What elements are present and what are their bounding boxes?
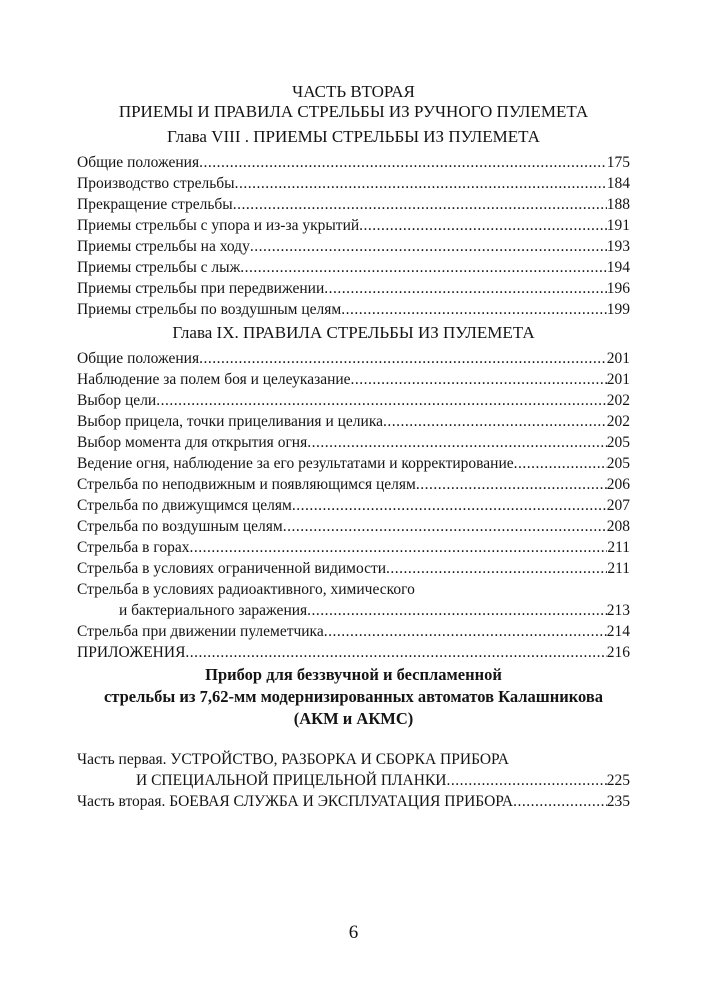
dot-leader (446, 770, 606, 791)
toc-entry-page: 211 (607, 539, 630, 556)
dot-leader (386, 558, 607, 579)
toc-entry-label: Прекращение стрельбы (77, 196, 233, 213)
toc-entry-label: Общие положения (77, 154, 200, 171)
toc-entry (77, 474, 630, 495)
toc-entry (77, 621, 630, 642)
toc-entry-page: 201 (606, 350, 630, 367)
toc-entry (77, 390, 630, 411)
toc-entry-page: 216 (606, 644, 630, 661)
toc-entry-label: Приемы стрельбы на ходу (77, 238, 250, 255)
toc-entry (77, 194, 630, 215)
dot-leader (416, 474, 607, 495)
toc-entry-label: Выбор прицела, точки прицеливания и целика (77, 413, 383, 430)
dot-leader (250, 236, 607, 257)
toc-entry (77, 152, 630, 173)
dot-leader (324, 621, 607, 642)
toc-entry (77, 791, 630, 812)
toc-entry-label: Стрельба в условиях ограниченной видимости (77, 560, 387, 577)
toc-entry-label: и бактериального заражения (119, 602, 308, 619)
toc-entry (77, 369, 630, 390)
chapter-9-title: Глава IX. ПРАВИЛА СТРЕЛЬБЫ ИЗ ПУЛЕМЕТА (172, 323, 535, 342)
toc-entry-page: 214 (606, 623, 630, 640)
toc-entry-page: 206 (606, 476, 630, 493)
toc-entry-page: 207 (606, 497, 630, 514)
toc-entry-page: 196 (606, 280, 630, 297)
toc-entry (77, 558, 630, 579)
toc-entry-label: Стрельба при движении пулеметчика (77, 623, 324, 640)
dot-leader (292, 495, 607, 516)
toc-entry-label: Часть вторая. БОЕВАЯ СЛУЖБА И ЭКСПЛУАТАЦИЯ ПРИБОРА (77, 793, 514, 810)
toc-entry-page: 201 (606, 371, 630, 388)
toc-entry (77, 299, 630, 320)
toc-entry-label: Выбор момента для открытия огня (77, 434, 308, 451)
toc-entry-page: 213 (606, 602, 630, 619)
toc-entry-page: 208 (606, 518, 630, 535)
toc-entry (77, 348, 630, 369)
dot-leader (341, 299, 607, 320)
toc-entry (77, 411, 630, 432)
toc-entry (136, 770, 630, 791)
toc-entry (77, 537, 630, 558)
toc-entry (77, 495, 630, 516)
toc-entry (77, 453, 630, 474)
dot-leader (514, 453, 607, 474)
toc-entry-label: Часть первая. УСТРОЙСТВО, РАЗБОРКА И СБОРКА ПРИБОРА (77, 751, 509, 768)
dot-leader (383, 411, 607, 432)
toc-entry-label: Стрельба по неподвижным и появляющимся целям (77, 476, 416, 493)
dot-leader (307, 600, 607, 621)
toc-entry-label: Стрельба в горах (77, 539, 190, 556)
toc-entry (77, 215, 630, 236)
toc-entry (77, 432, 630, 453)
toc-entry-label: Производство стрельбы (77, 175, 235, 192)
toc-entry-page: 205 (606, 434, 630, 451)
page-number: 6 (348, 922, 359, 943)
toc-entry (77, 257, 630, 278)
toc-entry-label: Выбор цели (77, 392, 157, 409)
part-subtitle: ПРИЕМЫ И ПРАВИЛА СТРЕЛЬБЫ ИЗ РУЧНОГО ПУЛЕМЕТА (118, 102, 589, 121)
toc-entry (77, 236, 630, 257)
toc-entry-page: 175 (606, 154, 630, 171)
toc-entry-label: Приемы стрельбы с лыж (77, 259, 241, 276)
toc-entry-page: 184 (606, 175, 630, 192)
toc-entry-page: 202 (606, 413, 630, 430)
dot-leader (156, 390, 607, 411)
toc-entry-page: 202 (606, 392, 630, 409)
dot-leader (307, 432, 607, 453)
toc-entry-page: 211 (607, 560, 630, 577)
dot-leader (324, 278, 606, 299)
dot-leader (513, 791, 607, 812)
toc-entry-appendix (77, 642, 630, 663)
toc-entry-label: Приемы стрельбы при передвижении (77, 280, 325, 297)
dot-leader (359, 215, 607, 236)
toc-entry (77, 278, 630, 299)
dot-leader (351, 369, 607, 390)
toc-entry-label: Стрельба в условиях радиоактивного, химического (77, 581, 415, 598)
toc-entry-label: Приемы стрельбы по воздушным целям (77, 301, 342, 318)
toc-entry-label: Ведение огня, наблюдение за его результатами и корректирование (77, 455, 514, 472)
toc-entry (119, 600, 630, 621)
section-heading: (АКМ и АКМС) (293, 709, 414, 728)
toc-entry-page: 225 (606, 772, 630, 789)
dot-leader (185, 642, 606, 663)
toc-entry-page: 205 (606, 455, 630, 472)
dot-leader (199, 348, 607, 369)
part-title: ЧАСТЬ ВТОРАЯ (292, 82, 415, 101)
toc-entry-label: Стрельба по движущимся целям (77, 497, 292, 514)
toc-entry-page: 191 (606, 217, 630, 234)
toc-entry-label: Общие положения (77, 350, 200, 367)
dot-leader (189, 537, 607, 558)
chapter-8-title: Глава VIII . ПРИЕМЫ СТРЕЛЬБЫ ИЗ ПУЛЕМЕТА (167, 127, 540, 146)
toc-entry-page: 193 (606, 238, 630, 255)
dot-leader (233, 194, 607, 215)
dot-leader (199, 152, 607, 173)
toc-entry-label: Стрельба по воздушным целям (77, 518, 283, 535)
toc-entry-label: Наблюдение за полем боя и целеуказание (77, 371, 351, 388)
dot-leader (240, 257, 606, 278)
toc-entry-label: ПРИЛОЖЕНИЯ (77, 644, 186, 661)
toc-entry-page: 199 (606, 301, 630, 318)
dot-leader (235, 173, 607, 194)
section-heading: стрельбы из 7,62-мм модернизированных автоматов Калашникова (103, 687, 603, 706)
dot-leader (283, 516, 607, 537)
toc-entry (77, 516, 630, 537)
toc-entry-page: 235 (606, 793, 630, 810)
section-heading: Прибор для беззвучной и беспламенной (205, 665, 502, 684)
toc-entry-label: И СПЕЦИАЛЬНОЙ ПРИЦЕЛЬНОЙ ПЛАНКИ (136, 772, 447, 789)
toc-entry-page: 188 (606, 196, 630, 213)
toc-entry (77, 173, 630, 194)
toc-entry-page: 194 (606, 259, 630, 276)
toc-entry-label: Приемы стрельбы с упора и из-за укрытий (77, 217, 360, 234)
